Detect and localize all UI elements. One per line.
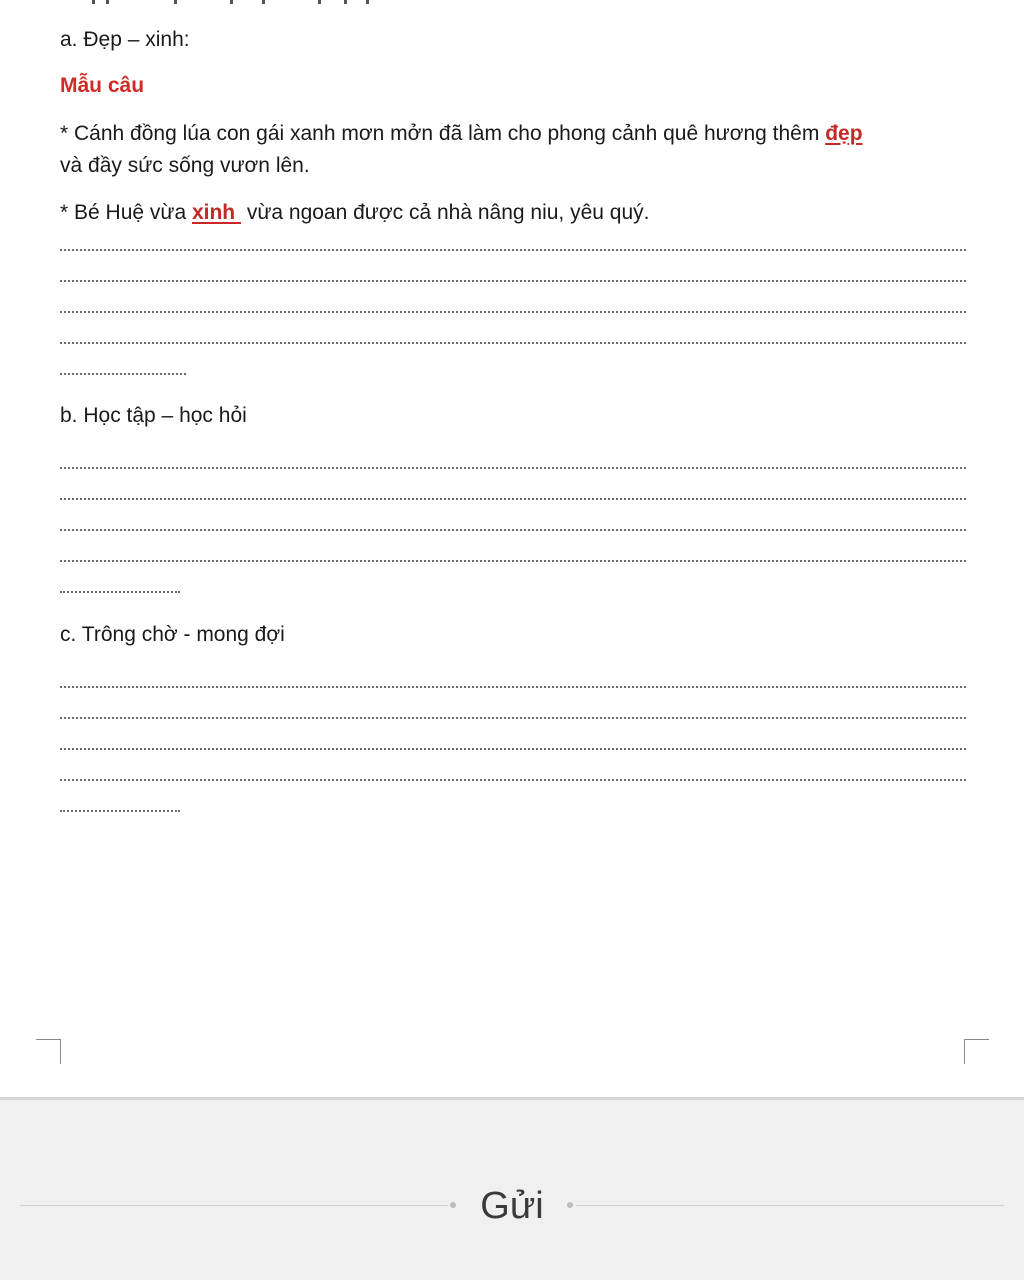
answer-dotted-line [60,529,966,531]
section-b-heading: b. Học tập – học hỏi [60,404,247,427]
answer-dotted-line [60,560,966,562]
sample-sentence-label: Mẫu câu [60,74,145,97]
example-sentence-1-line-1 [60,118,863,150]
example-sentence-1-line-2: và đầy sức sống vươn lên. [60,154,310,177]
answer-dotted-line [60,810,180,812]
send-divider-dot-right [567,1202,573,1208]
send-divider-right [576,1205,1004,1206]
send-button[interactable]: Gửi [462,1180,562,1232]
answer-dotted-line [60,311,966,313]
answer-dotted-line [60,591,180,593]
keyword-dep: đẹp [825,122,863,145]
answer-dotted-line [60,717,966,719]
keyword-xinh: xinh [191,201,241,224]
page-corner-mark-right [964,1039,989,1064]
example-sentence-2-prefix: * Bé Huệ vừa [60,201,192,224]
send-divider-dot-left [450,1202,456,1208]
example-sentence-2 [60,197,649,229]
answer-dotted-line [60,748,966,750]
answer-dotted-line [60,686,966,688]
answer-dotted-line [60,342,966,344]
answer-dotted-line [60,779,966,781]
example-sentence-2-suffix: vừa ngoan được cả nhà nâng niu, yêu quý. [240,201,650,224]
section-a-heading: a. Đẹp – xinh: [60,28,190,51]
section-c-heading: c. Trông chờ - mong đợi [60,623,285,646]
page-corner-mark-left [36,1039,61,1064]
answer-dotted-line [60,249,966,251]
answer-dotted-line [60,280,966,282]
example-sentence-1-text: * Cánh đồng lúa con gái xanh mơn mởn đã làm cho phong cảnh quê hương thêm [60,122,826,145]
answer-dotted-line [60,498,966,500]
answer-dotted-line [60,467,966,469]
send-divider-left [20,1205,448,1206]
answer-dotted-line [60,373,186,375]
previous-line-remnant [0,0,1024,4]
